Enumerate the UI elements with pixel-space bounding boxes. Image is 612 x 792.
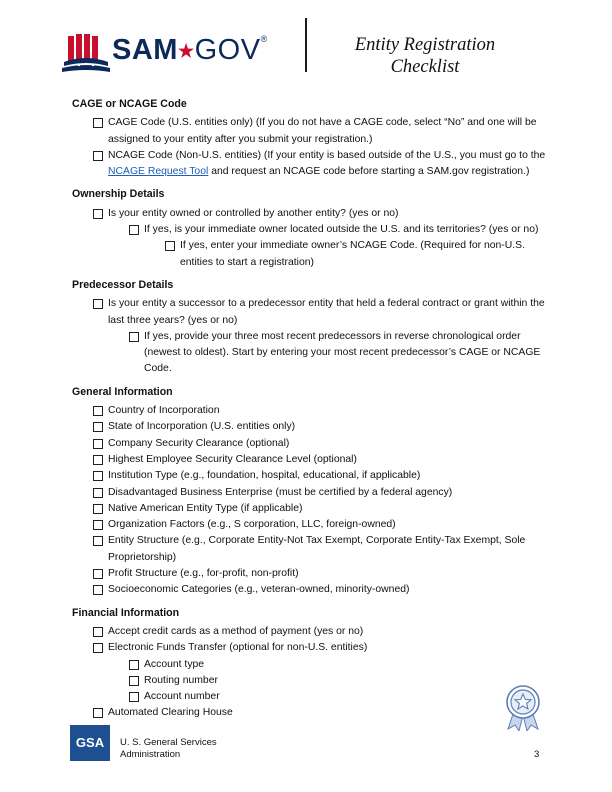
checklist-item xyxy=(72,485,552,501)
sam-gov-wordmark xyxy=(112,34,268,67)
star-icon: ★ xyxy=(177,40,195,61)
checklist-item xyxy=(72,533,552,566)
logo-gov-text: GOV xyxy=(194,34,261,66)
checklist-item xyxy=(72,624,552,640)
checkbox[interactable] xyxy=(129,676,139,686)
checklist-item xyxy=(72,206,552,222)
checkbox[interactable] xyxy=(93,643,103,653)
page-header xyxy=(0,0,612,92)
item-text: Routing number xyxy=(144,674,218,686)
item-text: If yes, enter your immediate owner’s NCAGE Code. (Required for non-U.S. entities to start a registration) xyxy=(180,240,525,268)
item-text: Entity Structure (e.g., Corporate Entity-Not Tax Exempt, Corporate Entity-Tax Exempt, Sole Proprietorship) xyxy=(108,535,526,563)
checklist-subsubitem xyxy=(72,238,552,271)
item-text: Socioeconomic Categories (e.g., veteran-owned, minority-owned) xyxy=(108,584,410,596)
uncle-sam-hat-icon xyxy=(60,32,112,74)
item-text: If yes, is your immediate owner located outside the U.S. and its territories? (yes or no) xyxy=(144,224,539,236)
checklist-content xyxy=(72,94,552,722)
page-number: 3 xyxy=(534,749,540,760)
item-text: Account number xyxy=(144,691,220,703)
item-text: Accept credit cards as a method of payment (yes or no) xyxy=(108,625,364,637)
item-text: and request an NCAGE code before starting a SAM.gov registration.) xyxy=(208,166,530,178)
checkbox[interactable] xyxy=(129,660,139,670)
checkbox[interactable] xyxy=(129,332,139,342)
checkbox[interactable] xyxy=(93,488,103,498)
checkbox[interactable] xyxy=(93,209,103,219)
agency-line-2: Administration xyxy=(120,749,181,760)
title-line-1: Entity Registration xyxy=(354,35,496,55)
item-text: Disadvantaged Business Enterprise (must be certified by a federal agency) xyxy=(108,486,453,498)
checkbox[interactable] xyxy=(93,439,103,449)
checklist-item xyxy=(72,296,552,329)
checklist-subitem xyxy=(72,673,552,689)
checkbox[interactable] xyxy=(93,455,103,465)
checklist-subitem xyxy=(72,657,552,673)
checkbox[interactable] xyxy=(93,406,103,416)
item-text: NCAGE Code (Non-U.S. entities) (If your entity is based outside of the U.S., you must go to the xyxy=(108,149,546,161)
checklist-subitem xyxy=(72,329,552,378)
item-text: Native American Entity Type (if applicable) xyxy=(108,502,303,514)
checkbox[interactable] xyxy=(93,422,103,432)
header-divider xyxy=(305,18,307,72)
section-heading-financial: Financial Information xyxy=(72,606,180,619)
checkbox[interactable] xyxy=(93,504,103,514)
item-text: State of Incorporation (U.S. entities only) xyxy=(108,421,296,433)
agency-line-1: U. S. General Services xyxy=(120,737,217,748)
checklist-item xyxy=(72,501,552,517)
checklist-subitem xyxy=(72,222,552,238)
checkbox[interactable] xyxy=(93,627,103,637)
checklist-item xyxy=(72,115,552,148)
checkbox[interactable] xyxy=(93,569,103,579)
item-text: Is your entity a successor to a predecessor entity that held a federal contract or grant within the last three years? (yes or no) xyxy=(108,298,545,326)
item-text: Organization Factors (e.g., S corporation, LLC, foreign-owned) xyxy=(108,519,396,531)
item-text: Institution Type (e.g., foundation, hospital, educational, if applicable) xyxy=(108,470,421,482)
item-text: If yes, provide your three most recent predecessors in reverse chronological order (newest to oldest). Start by entering your most recent predecessor’s CAGE or NCAGE Code. xyxy=(144,330,541,375)
checklist-item xyxy=(72,403,552,419)
registered-mark-icon: ® xyxy=(260,34,268,44)
logo-sam-text: SAM xyxy=(112,34,178,66)
ncage-request-tool-link[interactable]: NCAGE Request Tool xyxy=(108,166,209,178)
checkbox[interactable] xyxy=(93,118,103,128)
section-heading-ownership: Ownership Details xyxy=(72,188,165,201)
checkbox[interactable] xyxy=(93,520,103,530)
item-text: Automated Clearing House xyxy=(108,707,233,719)
checklist-item xyxy=(72,582,552,598)
checklist-item xyxy=(72,517,552,533)
checkbox[interactable] xyxy=(93,299,103,309)
item-text: Country of Incorporation xyxy=(108,405,220,417)
item-text: CAGE Code (U.S. entities only) (If you do not have a CAGE code, select “No” and one will be assigned to your entity after you submit your registration.) xyxy=(108,117,537,145)
checkbox[interactable] xyxy=(93,151,103,161)
gsa-logo-text: GSA xyxy=(75,735,105,750)
checklist-item xyxy=(72,468,552,484)
section-heading-general: General Information xyxy=(72,385,173,398)
award-ribbon-icon xyxy=(500,683,546,731)
checkbox[interactable] xyxy=(165,241,175,251)
section-heading-predecessor: Predecessor Details xyxy=(72,278,174,291)
item-text: Is your entity owned or controlled by another entity? (yes or no) xyxy=(108,207,399,219)
checklist-item xyxy=(72,566,552,582)
item-text: Account type xyxy=(144,658,205,670)
sam-gov-logo xyxy=(60,30,268,78)
item-text: Company Security Clearance (optional) xyxy=(108,437,290,449)
footer-agency xyxy=(120,737,217,761)
checklist-item xyxy=(72,436,552,452)
checkbox[interactable] xyxy=(129,225,139,235)
checkbox[interactable] xyxy=(93,536,103,546)
checklist-item xyxy=(72,640,552,656)
checklist-item xyxy=(72,148,552,181)
checkbox[interactable] xyxy=(129,692,139,702)
item-text: Electronic Funds Transfer (optional for non-U.S. entities) xyxy=(108,642,368,654)
checklist-item xyxy=(72,705,552,721)
document-title xyxy=(330,34,520,78)
section-heading-cage: CAGE or NCAGE Code xyxy=(72,98,187,110)
title-line-2: Checklist xyxy=(390,57,460,77)
checklist-item xyxy=(72,419,552,435)
checkbox[interactable] xyxy=(93,708,103,718)
item-text: Profit Structure (e.g., for-profit, non-profit) xyxy=(108,568,299,580)
item-text: Highest Employee Security Clearance Level (optional) xyxy=(108,453,357,465)
checklist-item xyxy=(72,452,552,468)
checkbox[interactable] xyxy=(93,585,103,595)
checkbox[interactable] xyxy=(93,471,103,481)
checklist-subitem xyxy=(72,689,552,705)
gsa-logo xyxy=(70,725,110,761)
